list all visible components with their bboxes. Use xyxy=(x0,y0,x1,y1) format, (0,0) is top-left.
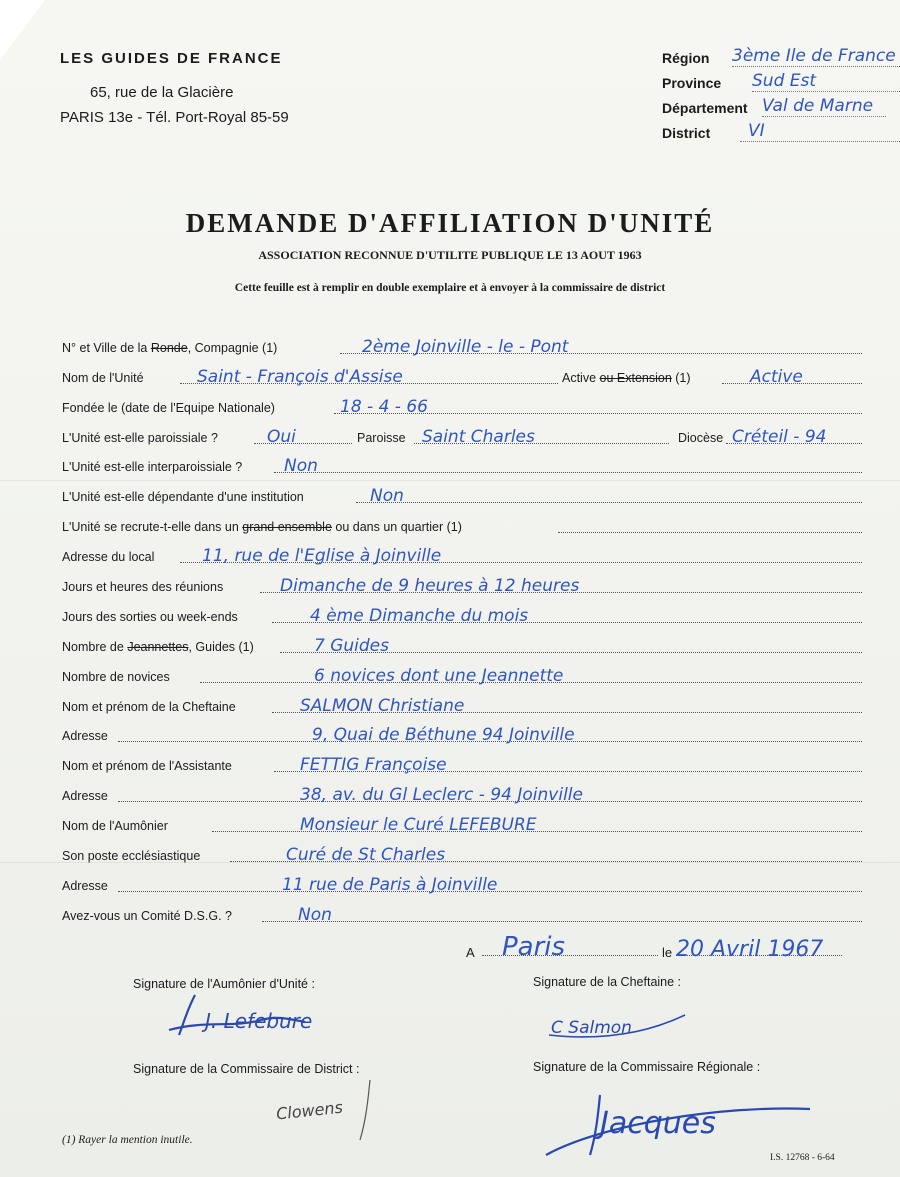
field-value-paroisse: Saint Charles xyxy=(422,426,535,447)
departement-row xyxy=(662,96,874,124)
folded-corner xyxy=(0,0,45,60)
commissaire-district-signature-label: Signature de la Commissaire de District : xyxy=(133,1062,360,1076)
field-label: Jours des sorties ou week-ends xyxy=(62,609,238,624)
field-value: FETTIG Françoise xyxy=(300,755,447,776)
field-recrute xyxy=(62,509,862,539)
place-value: Paris xyxy=(502,932,566,962)
field-reunions xyxy=(62,569,862,599)
field-value: Dimanche de 9 heures à 12 heures xyxy=(280,576,580,597)
field-label: Adresse xyxy=(62,729,108,744)
field-label: Fondée le (date de l'Equipe Nationale) xyxy=(62,400,275,415)
commissaire-regionale-signature-label: Signature de la Commissaire Régionale : xyxy=(533,1060,761,1074)
field-label: Nom de l'Aumônier xyxy=(62,819,168,834)
field-nom-unite xyxy=(62,360,862,390)
org-street: 65, rue de la Glacière xyxy=(90,84,234,101)
field-paroissiale xyxy=(62,420,862,450)
field-label: N° et Ville de la Ronde, Compagnie (1) xyxy=(62,340,278,355)
field-value: 11 rue de Paris à Joinville xyxy=(282,874,498,895)
region-label: Région xyxy=(662,50,710,66)
field-value: Saint - François d'Assise xyxy=(197,366,403,387)
district-label: District xyxy=(662,125,711,141)
field-fondee xyxy=(62,390,862,420)
field-label-diocese: Diocèse xyxy=(678,430,724,445)
field-value: 11, rue de l'Eglise à Joinville xyxy=(202,546,442,567)
field-label: Nom de l'Unité xyxy=(62,370,144,385)
field-value: Monsieur le Curé LEFEBURE xyxy=(300,815,537,836)
province-row xyxy=(662,71,817,99)
field-nombre-guides xyxy=(62,629,862,659)
field-cheftaine xyxy=(62,689,862,719)
field-value: 2ème Joinville - le - Pont xyxy=(362,336,569,357)
field-label: Nom et prénom de la Cheftaine xyxy=(62,699,236,714)
field-value: Curé de St Charles xyxy=(286,845,446,866)
field-poste xyxy=(62,838,862,868)
svg-text:C Salmon: C Salmon xyxy=(551,1018,632,1038)
field-label-paroisse: Paroisse xyxy=(357,430,406,445)
field-value: Non xyxy=(370,486,404,507)
field-value: Non xyxy=(298,904,332,925)
field-adresse-assistante xyxy=(62,778,862,808)
date-value: 20 Avril 1967 xyxy=(676,937,824,962)
field-label: Nom et prénom de l'Assistante xyxy=(62,759,232,774)
field-label: L'Unité est-elle dépendante d'une institution xyxy=(62,490,304,505)
departement-value: Val de Marne xyxy=(762,96,886,117)
svg-text:J. Lefebure: J. Lefebure xyxy=(205,1009,313,1033)
aumonier-signature xyxy=(165,990,325,1045)
field-label: Adresse du local xyxy=(62,550,155,565)
date-label: le xyxy=(662,945,673,960)
field-label: Avez-vous un Comité D.S.G. ? xyxy=(62,908,232,923)
org-city-phone: PARIS 13e - Tél. Port-Royal 85-59 xyxy=(60,109,289,126)
place-label: A xyxy=(466,945,475,960)
field-label: Adresse xyxy=(62,789,108,804)
field-label: L'Unité est-elle paroissiale ? xyxy=(62,430,218,445)
org-name: LES GUIDES DE FRANCE xyxy=(60,50,283,67)
field-label: L'Unité est-elle interparoissiale ? xyxy=(62,460,243,475)
form-instruction: Cette feuille est à remplir en double exemplaire et à envoyer à la commissaire de district xyxy=(234,282,666,294)
form-subtitle: ASSOCIATION RECONNUE D'UTILITE PUBLIQUE LE 13 AOUT 1963 xyxy=(258,248,642,262)
field-label: Son poste ecclésiastique xyxy=(62,849,201,864)
field-value: SALMON Christiane xyxy=(300,695,465,716)
region-row xyxy=(662,46,896,74)
district-value: VI xyxy=(740,121,900,142)
field-label: Nombre de novices xyxy=(62,669,170,684)
field-value-diocese: Créteil - 94 xyxy=(732,426,827,447)
region-value: 3ème Ile de France xyxy=(732,46,900,67)
field-value: Oui xyxy=(267,426,296,447)
field-label: Adresse xyxy=(62,878,108,893)
form-reference: I.S. 12768 - 6-64 xyxy=(770,1153,835,1163)
field-label-active: Active ou Extension (1) xyxy=(562,370,691,385)
field-adresse-aumonier xyxy=(62,868,862,898)
footnote: (1) Rayer la mention inutile. xyxy=(62,1134,193,1146)
aumonier-signature-label: Signature de l'Aumônier d'Unité : xyxy=(133,977,315,991)
field-adresse-local xyxy=(62,539,862,569)
field-value: 7 Guides xyxy=(314,635,389,656)
svg-text:Clowens: Clowens xyxy=(275,1097,344,1124)
cheftaine-signature xyxy=(545,1005,695,1045)
field-value: 6 novices dont une Jeannette xyxy=(314,665,564,686)
field-novices xyxy=(62,659,862,689)
province-label: Province xyxy=(662,75,722,91)
field-sorties xyxy=(62,599,862,629)
field-label: Nombre de Jeannettes, Guides (1) xyxy=(62,639,254,654)
departement-label: Département xyxy=(662,100,748,116)
field-institution xyxy=(62,479,862,509)
field-value: Non xyxy=(284,456,318,477)
commissaire-district-signature xyxy=(270,1080,380,1150)
cheftaine-signature-label: Signature de la Cheftaine : xyxy=(533,975,682,989)
field-label: L'Unité se recrute-t-elle dans un grand ensemble ou dans un quartier (1) xyxy=(62,520,462,535)
field-label: Jours et heures des réunions xyxy=(62,580,224,595)
field-adresse-cheftaine xyxy=(62,719,862,749)
field-value: 4 ème Dimanche du mois xyxy=(310,605,529,626)
form-fields xyxy=(62,330,862,928)
field-assistante xyxy=(62,748,862,778)
date-place-line xyxy=(462,924,842,964)
field-value: 38, av. du Gl Leclerc - 94 Joinville xyxy=(300,785,583,806)
district-row xyxy=(662,121,765,149)
field-ville xyxy=(62,330,862,360)
svg-text:Jacques: Jacques xyxy=(600,1106,716,1141)
field-aumonier xyxy=(62,808,862,838)
form-title: DEMANDE D'AFFILIATION D'UNITÉ xyxy=(185,208,715,238)
field-value: 18 - 4 - 66 xyxy=(340,396,428,417)
field-interparoissiale xyxy=(62,450,862,480)
field-value-active: Active xyxy=(750,366,803,387)
field-value: 9, Quai de Béthune 94 Joinville xyxy=(312,725,575,746)
province-value: Sud Est xyxy=(752,71,900,92)
